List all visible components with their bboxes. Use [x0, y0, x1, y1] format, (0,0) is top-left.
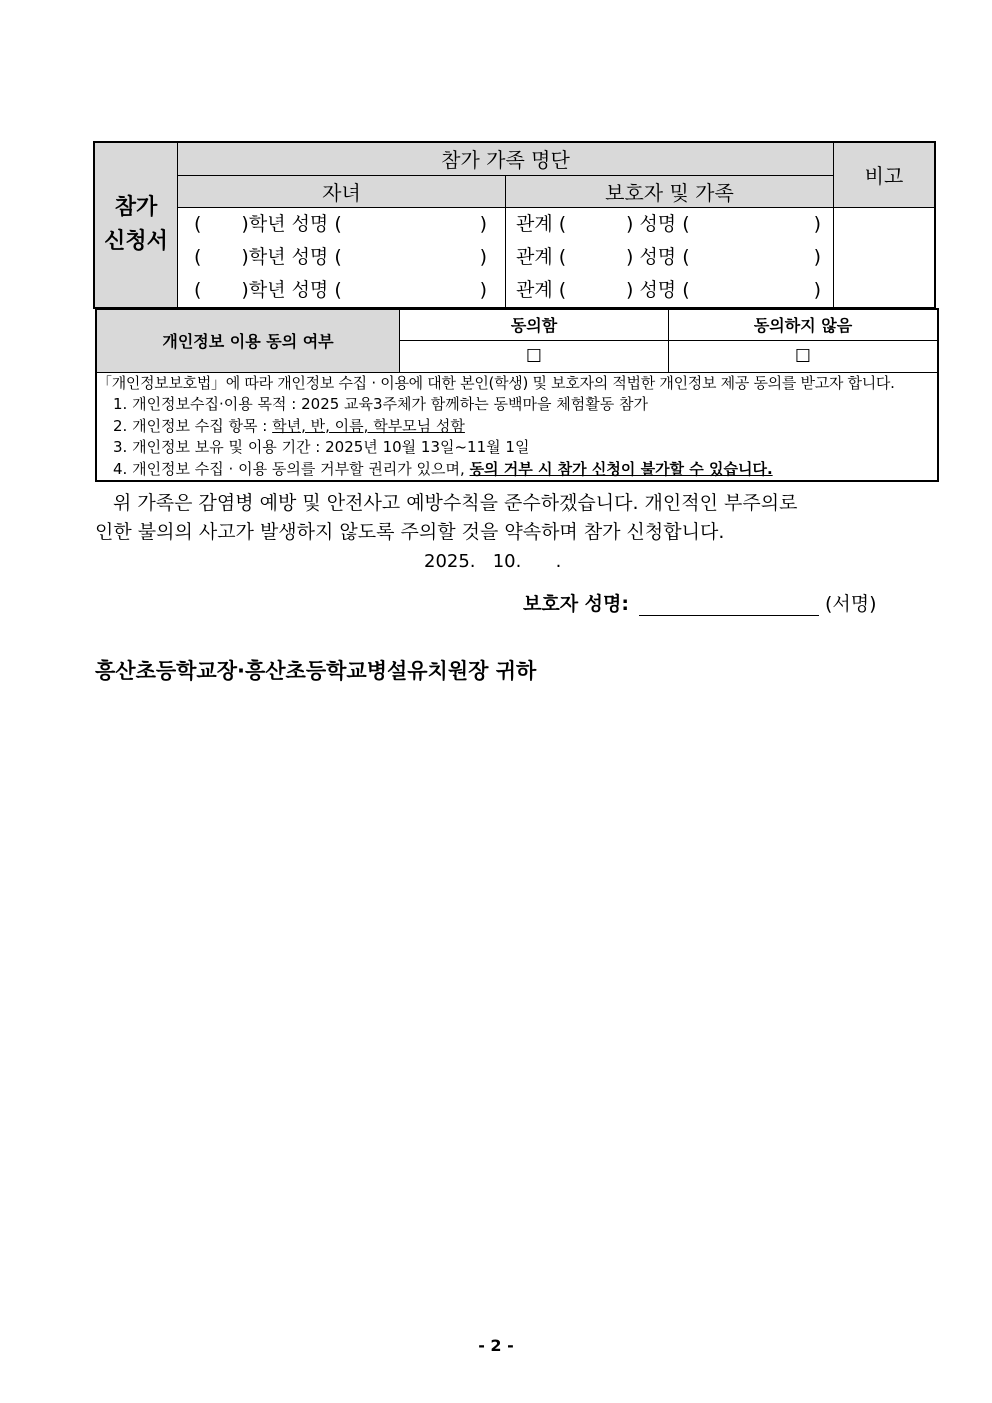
section-label-line2: 신청서 — [104, 228, 168, 254]
guardian-header: 보호자 및 가족 — [506, 175, 834, 207]
remarks-cell[interactable] — [834, 207, 936, 308]
guardian-entries — [506, 207, 834, 308]
guardian-row[interactable]: 관계 ( ) 성명 ( ) — [516, 212, 821, 235]
child-row[interactable]: ( )학년 성명 ( ) — [194, 212, 487, 235]
pledge-line1: 위 가족은 감염병 예방 및 안전사고 예방수칙을 준수하겠습니다. 개인적인 부주의로 — [113, 492, 798, 514]
child-row[interactable]: ( )학년 성명 ( ) — [194, 278, 487, 301]
consent-table — [95, 308, 939, 482]
consent-item-fields: 2. 개인정보 수집 항목 : 학년, 반, 이름, 학부모님 성함 — [113, 416, 465, 435]
child-header: 자녀 — [178, 175, 506, 207]
consent-notice — [96, 372, 938, 481]
addressee: 흥산초등학교장·흥산초등학교병설유치원장 귀하 — [95, 659, 537, 683]
guardian-row[interactable]: 관계 ( ) 성명 ( ) — [516, 245, 821, 268]
remarks-header: 비고 — [834, 142, 936, 207]
signature-label: 보호자 성명: — [523, 593, 629, 615]
family-list-header: 참가 가족 명단 — [178, 142, 834, 175]
consent-item-refusal: 4. 개인정보 수집 · 이용 동의를 거부할 권리가 있으며, 동의 거부 시 참가 신청이 불가할 수 있습니다. — [113, 459, 773, 478]
consent-item-purpose: 1. 개인정보수집·이용 목적 : 2025 교육3주체가 함께하는 동백마을 체험활동 참가 — [113, 395, 648, 413]
page-number: - 2 - — [478, 1336, 514, 1355]
consent-intro: 「개인정보보호법」에 따라 개인정보 수집 · 이용에 대한 본인(학생) 및 보호자의 적법한 개인정보 제공 동의를 받고자 합니다. — [97, 373, 895, 392]
child-row[interactable]: ( )학년 성명 ( ) — [194, 245, 487, 268]
pledge-line2: 인한 불의의 사고가 발생하지 않도록 주의할 것을 약속하며 참가 신청합니다. — [95, 521, 725, 543]
child-entries — [178, 207, 506, 308]
agree-label: 동의함 — [400, 309, 669, 340]
agree-checkbox[interactable]: ☐ — [400, 340, 669, 372]
date-line: 2025. 10. . — [424, 551, 562, 572]
disagree-label: 동의하지 않음 — [669, 309, 939, 340]
signature-suffix: (서명) — [824, 593, 877, 615]
section-label-line1: 참가 — [114, 194, 158, 220]
application-section-label — [94, 142, 178, 308]
guardian-row[interactable]: 관계 ( ) 성명 ( ) — [516, 278, 821, 301]
disagree-checkbox[interactable]: ☐ — [669, 340, 939, 372]
consent-title: 개인정보 이용 동의 여부 — [96, 309, 400, 372]
signature-line — [523, 589, 877, 616]
consent-item-period: 3. 개인정보 보유 및 이용 기간 : 2025년 10월 13일~11월 1일 — [113, 438, 530, 456]
signature-field[interactable] — [639, 593, 819, 616]
pledge-paragraph — [95, 489, 935, 547]
application-table — [93, 141, 936, 309]
